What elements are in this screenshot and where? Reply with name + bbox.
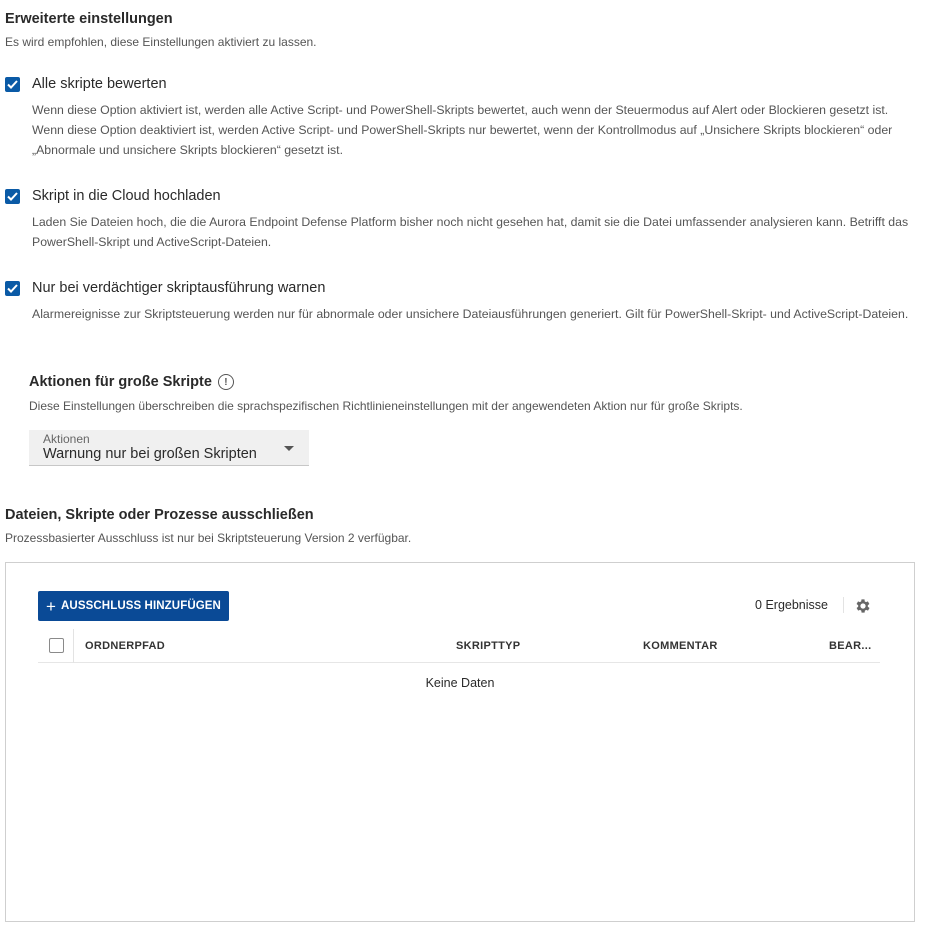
- upload-to-cloud-checkbox[interactable]: [5, 189, 20, 204]
- actions-select-value: Warnung nur bei großen Skripten: [43, 446, 257, 462]
- gear-icon[interactable]: [854, 597, 872, 615]
- table-header: [38, 629, 880, 663]
- empty-state: Keine Daten: [425, 676, 495, 690]
- add-exclusion-label: AUSSCHLUSS HINZUFÜGEN: [61, 600, 221, 612]
- upload-to-cloud-label[interactable]: Skript in die Cloud hochladen: [32, 188, 221, 204]
- large-scripts-title-text: Aktionen für große Skripte: [29, 374, 212, 390]
- advanced-settings-subtitle: Es wird empfohlen, diese Einstellungen aktiviert zu lassen.: [5, 35, 317, 49]
- column-header-edit[interactable]: BEAR...: [829, 640, 872, 652]
- caret-down-icon: [284, 446, 294, 451]
- evaluate-all-scripts-description: Wenn diese Option aktiviert ist, werden alle Active Script- und PowerShell-Skripts bewertet, auch wenn der Steuermodus auf Alert oder Blockieren gesetzt ist. Wenn diese Option deaktiviert ist, werden Active Script- und PowerShell-Skripts nur bewertet, wenn der Kontrollmodus auf „Unsichere Skripts blockieren“ oder „Abnormale und unsichere Skripts blockieren“ gesetzt ist.: [32, 103, 893, 157]
- advanced-settings-title: Erweiterte einstellungen: [5, 11, 173, 27]
- actions-select-label: Aktionen: [43, 432, 90, 446]
- column-header-folder-path[interactable]: ORDNERPFAD: [85, 640, 166, 652]
- exclusions-subtitle: Prozessbasierter Ausschluss ist nur bei Skriptsteuerung Version 2 verfügbar.: [5, 531, 412, 545]
- option-evaluate-all-scripts: [5, 74, 910, 160]
- results-count: 0 Ergebnisse: [755, 598, 828, 612]
- upload-to-cloud-description: Laden Sie Dateien hoch, die die Aurora Endpoint Defense Platform bisher noch nicht gesehen hat, damit sie die Datei umfassender analysieren kann. Betrifft das PowerShell-Skript und ActiveScript-Dateien.: [32, 215, 909, 249]
- select-all-checkbox[interactable]: [49, 638, 64, 653]
- plus-icon: +: [46, 596, 57, 616]
- option-upload-to-cloud: [5, 186, 910, 252]
- column-header-comment[interactable]: KOMMENTAR: [643, 640, 718, 652]
- toolbar-divider: [843, 597, 844, 613]
- evaluate-all-scripts-checkbox[interactable]: [5, 77, 20, 92]
- header-divider: [73, 629, 74, 663]
- column-header-script-type[interactable]: SKRIPTTYP: [456, 640, 521, 652]
- exclusions-panel: [5, 562, 915, 922]
- exclusions-title: Dateien, Skripte oder Prozesse ausschließen: [5, 507, 314, 523]
- large-scripts-title: [29, 374, 234, 390]
- evaluate-all-scripts-label[interactable]: Alle skripte bewerten: [32, 76, 167, 92]
- warn-suspicious-only-checkbox[interactable]: [5, 281, 20, 296]
- option-warn-suspicious-only: [5, 278, 910, 324]
- actions-select[interactable]: [29, 430, 309, 466]
- warn-suspicious-only-label[interactable]: Nur bei verdächtiger skriptausführung warnen: [32, 280, 326, 296]
- info-icon[interactable]: !: [218, 374, 234, 390]
- add-exclusion-button[interactable]: [38, 591, 229, 621]
- large-scripts-subtitle: Diese Einstellungen überschreiben die sprachspezifischen Richtlinieneinstellungen mit der angewendeten Aktion nur für große Skripts.: [29, 399, 743, 413]
- warn-suspicious-only-description: Alarmereignisse zur Skriptsteuerung werden nur für abnormale oder unsichere Dateiausführungen generiert. Gilt für PowerShell-Skript- und ActiveScript-Dateien.: [32, 307, 909, 321]
